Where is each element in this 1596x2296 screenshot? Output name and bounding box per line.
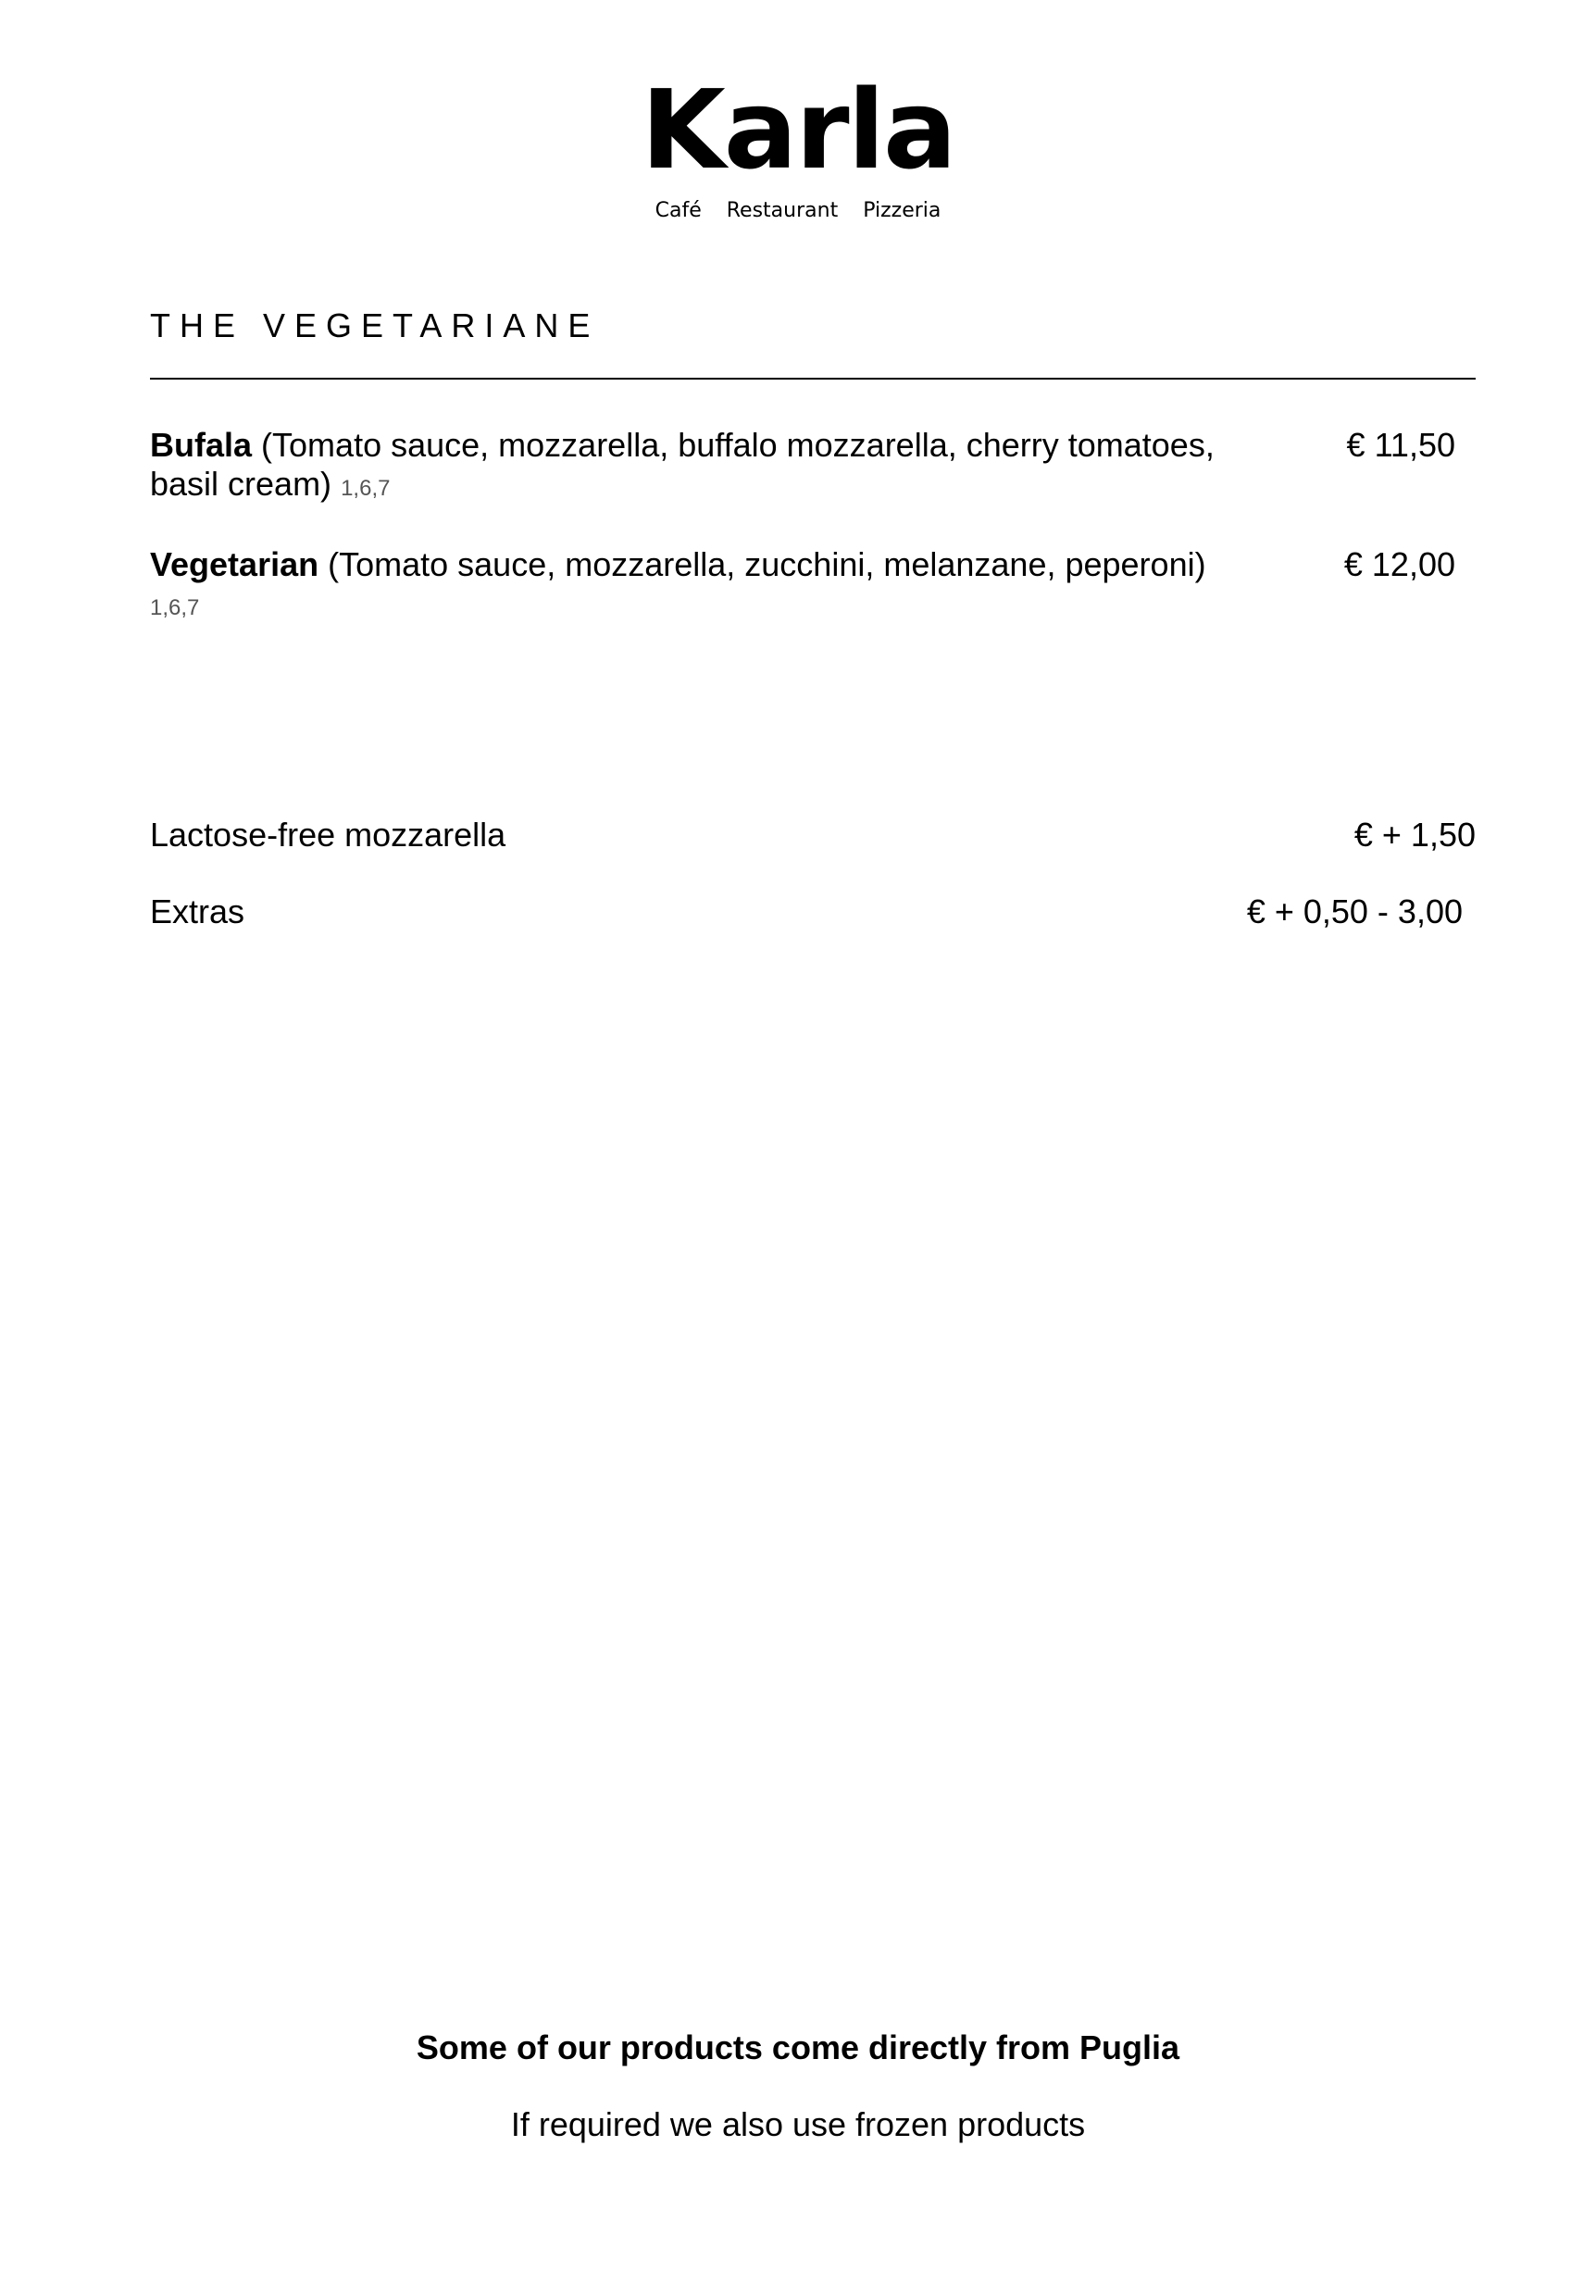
- extra-price: € + 0,50 - 3,00: [1246, 892, 1463, 930]
- restaurant-logo: [0, 66, 1596, 224]
- tagline-cafe: Café: [655, 199, 702, 222]
- logo-wordmark: Karla: [641, 66, 955, 193]
- menu-item-description: (Tomato sauce, mozzarella, zucchini, melanzane, peperoni): [328, 545, 1206, 583]
- extra-label: Extras: [150, 892, 245, 930]
- menu-item-name: Bufala: [150, 426, 253, 464]
- menu-item-name: Vegetarian: [150, 545, 319, 583]
- tagline-pizzeria: Pizzeria: [863, 199, 941, 222]
- menu-item-allergens: 1,6,7: [150, 595, 200, 620]
- section-divider: [150, 378, 1476, 380]
- footer-highlight: Some of our products come directly from Puglia: [416, 2028, 1180, 2066]
- menu-item-price: € 11,50: [1346, 426, 1455, 464]
- extra-price: € + 1,50: [1353, 816, 1476, 854]
- menu-item-description-block: [150, 545, 1261, 628]
- extra-label: Lactose-free mozzarella: [150, 816, 506, 854]
- menu-item-price: € 12,00: [1343, 545, 1455, 583]
- tagline-restaurant: Restaurant: [726, 199, 839, 222]
- logo-tagline: [0, 198, 1596, 224]
- footer-note: If required we also use frozen products: [510, 2105, 1086, 2143]
- section-title: THE VEGETARIANE: [150, 306, 600, 344]
- menu-item-description: (Tomato sauce, mozzarella, buffalo mozzarella, cherry tomatoes, basil cream): [150, 426, 1215, 503]
- menu-item-allergens: 1,6,7: [341, 476, 391, 501]
- menu-item-description-block: [150, 426, 1261, 508]
